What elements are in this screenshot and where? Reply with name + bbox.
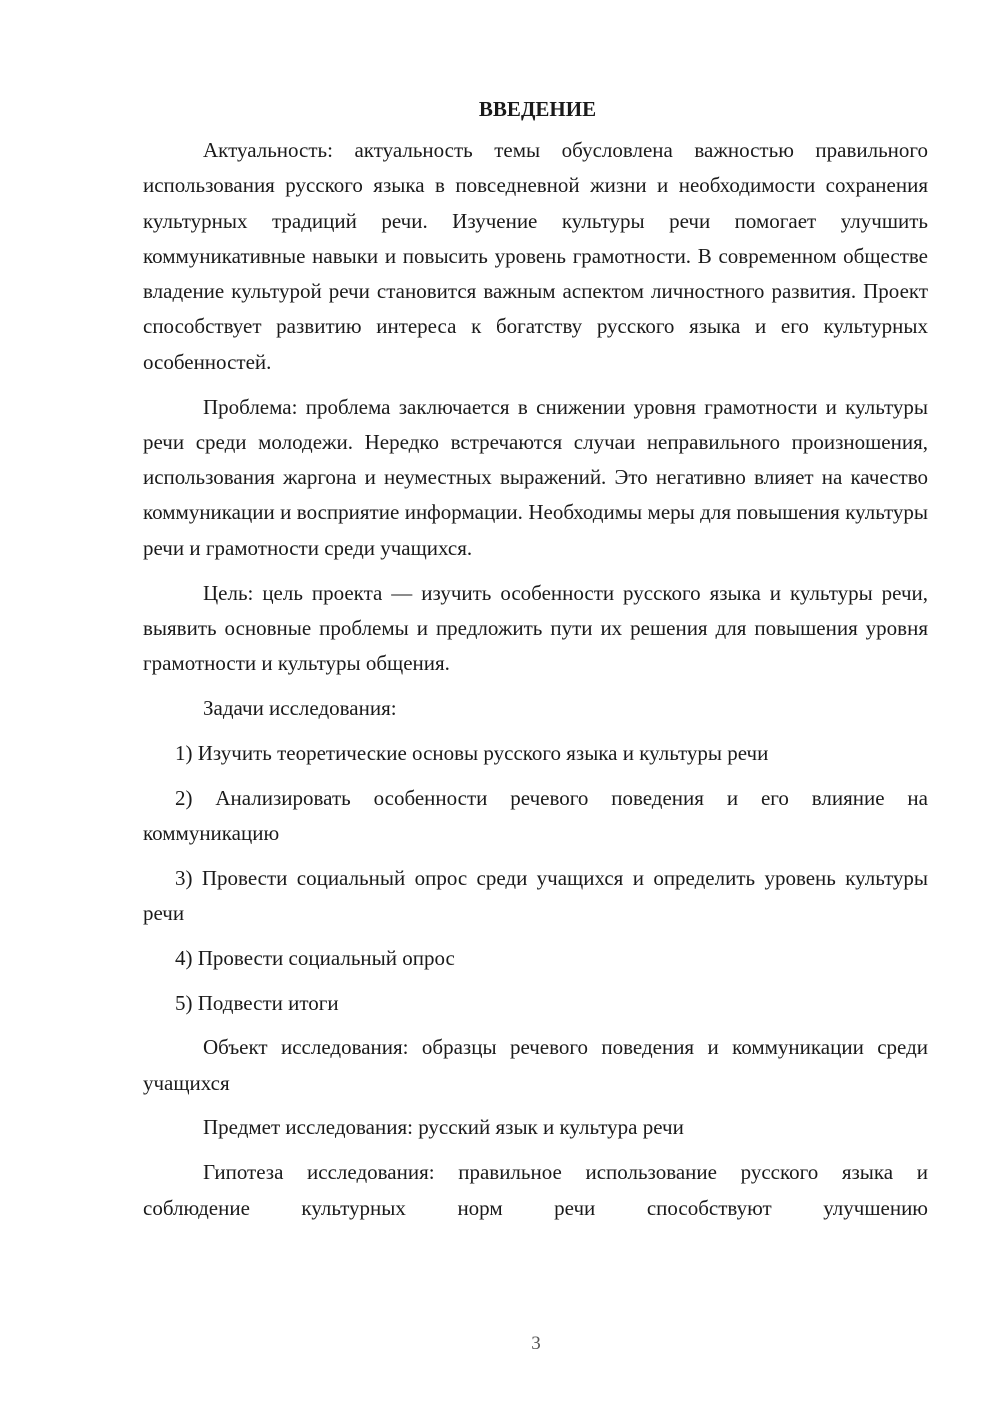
section-title: ВВЕДЕНИЕ [478, 97, 597, 121]
paragraph-tasks-heading: Задачи исследования: [203, 695, 397, 720]
task-item-1: 1) Изучить теоретические основы русского языка и культуры речи [175, 740, 769, 765]
paragraph-hypothesis: Гипотеза исследования: правильное использование русского языка и соблюдение культурных норм речи способствуют улучшению [143, 1160, 928, 1220]
page-number: 3 [531, 1333, 541, 1354]
paragraph-relevance: Актуальность: актуальность темы обусловлена важностью правильного использования русского языка в повседневной жизни и необходимости сохранения культурных традиций речи. Изучение культуры речи помогает улучшить коммуникативные навыки и повысить уровень грамотности. В современном обществе владение культурой речи становится важным аспектом личностного развития. Проект способствует развитию интереса к богатству русского языка и его культурных особенностей. [143, 138, 928, 374]
task-item-3: 3) Провести социальный опрос среди учащихся и определить уровень культуры речи [143, 865, 928, 925]
page-content [143, 92, 928, 1226]
paragraph-problem: Проблема: проблема заключается в снижении уровня грамотности и культуры речи среди молодежи. Нередко встречаются случаи неправильного произношения, использования жаргона и неуместных выражений. Это негативно влияет на качество коммуникации и восприятие информации. Необходимы меры для повышения культуры речи и грамотности среди учащихся. [143, 394, 928, 560]
task-item-2: 2) Анализировать особенности речевого поведения и его влияние на коммуникацию [143, 785, 928, 845]
paragraph-subject: Предмет исследования: русский язык и культура речи [203, 1115, 684, 1140]
paragraph-goal: Цель: цель проекта — изучить особенности русского языка и культуры речи, выявить основные проблемы и предложить пути их решения для повышения уровня грамотности и культуры общения. [143, 580, 928, 676]
task-item-5: 5) Подвести итоги [175, 990, 339, 1015]
task-item-4: 4) Провести социальный опрос [175, 945, 455, 970]
paragraph-object: Объект исследования: образцы речевого поведения и коммуникации среди учащихся [143, 1035, 928, 1095]
